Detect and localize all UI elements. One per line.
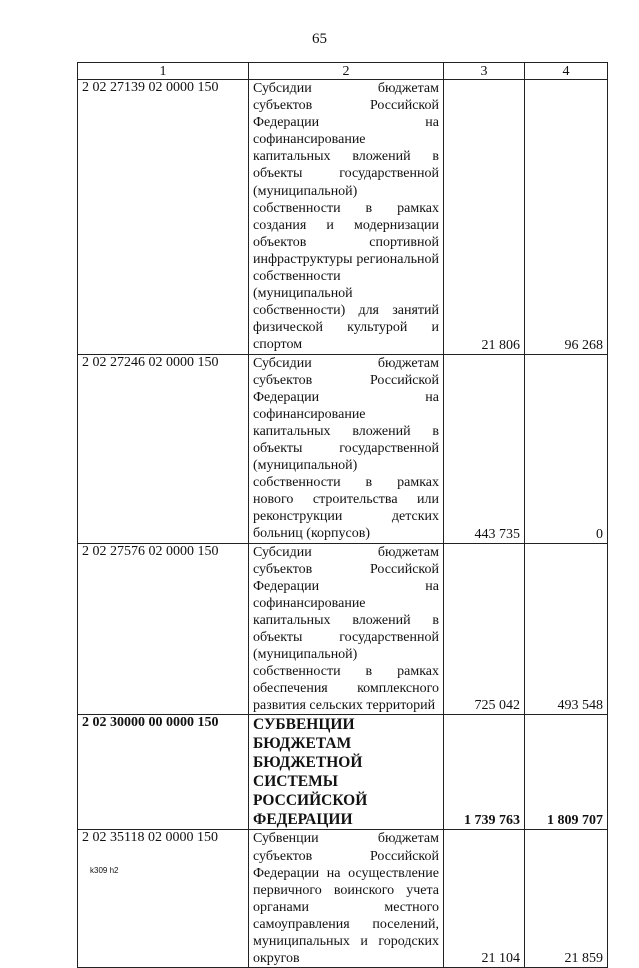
column-header-2: 2 [249, 63, 444, 80]
row-code: 2 02 27576 02 0000 150 [78, 543, 249, 715]
table-row [78, 830, 608, 968]
row-name: Субсидии бюджетам субъектов Российской Федерации на софинансирование капитальных вложений в объекты государственной (муниципальной) собственности в рамках нового строительства или реконструкции детских больниц (корпусов) [249, 354, 444, 543]
row-value-col3: 443 735 [444, 354, 525, 543]
row-value-col3: 21 104 [444, 830, 525, 968]
row-name: Субсидии бюджетам субъектов Российской Федерации на софинансирование капитальных вложений в объекты государственной (муниципальной) собственности в рамках обеспечения комплексного развития сельских территорий [249, 543, 444, 715]
row-code: 2 02 27246 02 0000 150 [78, 354, 249, 543]
row-value-col4: 1 809 707 [525, 715, 608, 830]
row-value-col4: 96 268 [525, 80, 608, 355]
table-row [78, 715, 608, 830]
budget-table [77, 62, 608, 968]
row-name: СУБВЕНЦИИ БЮДЖЕТАМ БЮДЖЕТНОЙ СИСТЕМЫ РОССИЙСКОЙ ФЕДЕРАЦИИ [249, 715, 444, 830]
row-code: 2 02 30000 00 0000 150 [78, 715, 249, 830]
page-number: 65 [312, 31, 327, 47]
column-header-1: 1 [78, 63, 249, 80]
table-row [78, 80, 608, 355]
row-value-col4: 0 [525, 354, 608, 543]
row-value-col3: 21 806 [444, 80, 525, 355]
table-row [78, 543, 608, 715]
row-value-col4: 493 548 [525, 543, 608, 715]
table-header-row [78, 63, 608, 80]
row-value-col3: 1 739 763 [444, 715, 525, 830]
row-value-col4: 21 859 [525, 830, 608, 968]
column-header-4: 4 [525, 63, 608, 80]
column-header-3: 3 [444, 63, 525, 80]
row-value-col3: 725 042 [444, 543, 525, 715]
row-name: Субвенции бюджетам субъектов Российской Федерации на осуществление первичного воинского учета органами местного самоуправления поселений, муниципальных и городских округов [249, 830, 444, 968]
footer-document-code: k309 h2 [90, 866, 119, 875]
row-code: 2 02 35118 02 0000 150 [78, 830, 249, 968]
row-name: Субсидии бюджетам субъектов Российской Федерации на софинансирование капитальных вложений в объекты государственной (муниципальной) собственности в рамках создания и модернизации объектов спортивной инфраструктуры региональной собственности (муниципальной собственности) для занятий физической культурой и спортом [249, 80, 444, 355]
row-code: 2 02 27139 02 0000 150 [78, 80, 249, 355]
table-row [78, 354, 608, 543]
